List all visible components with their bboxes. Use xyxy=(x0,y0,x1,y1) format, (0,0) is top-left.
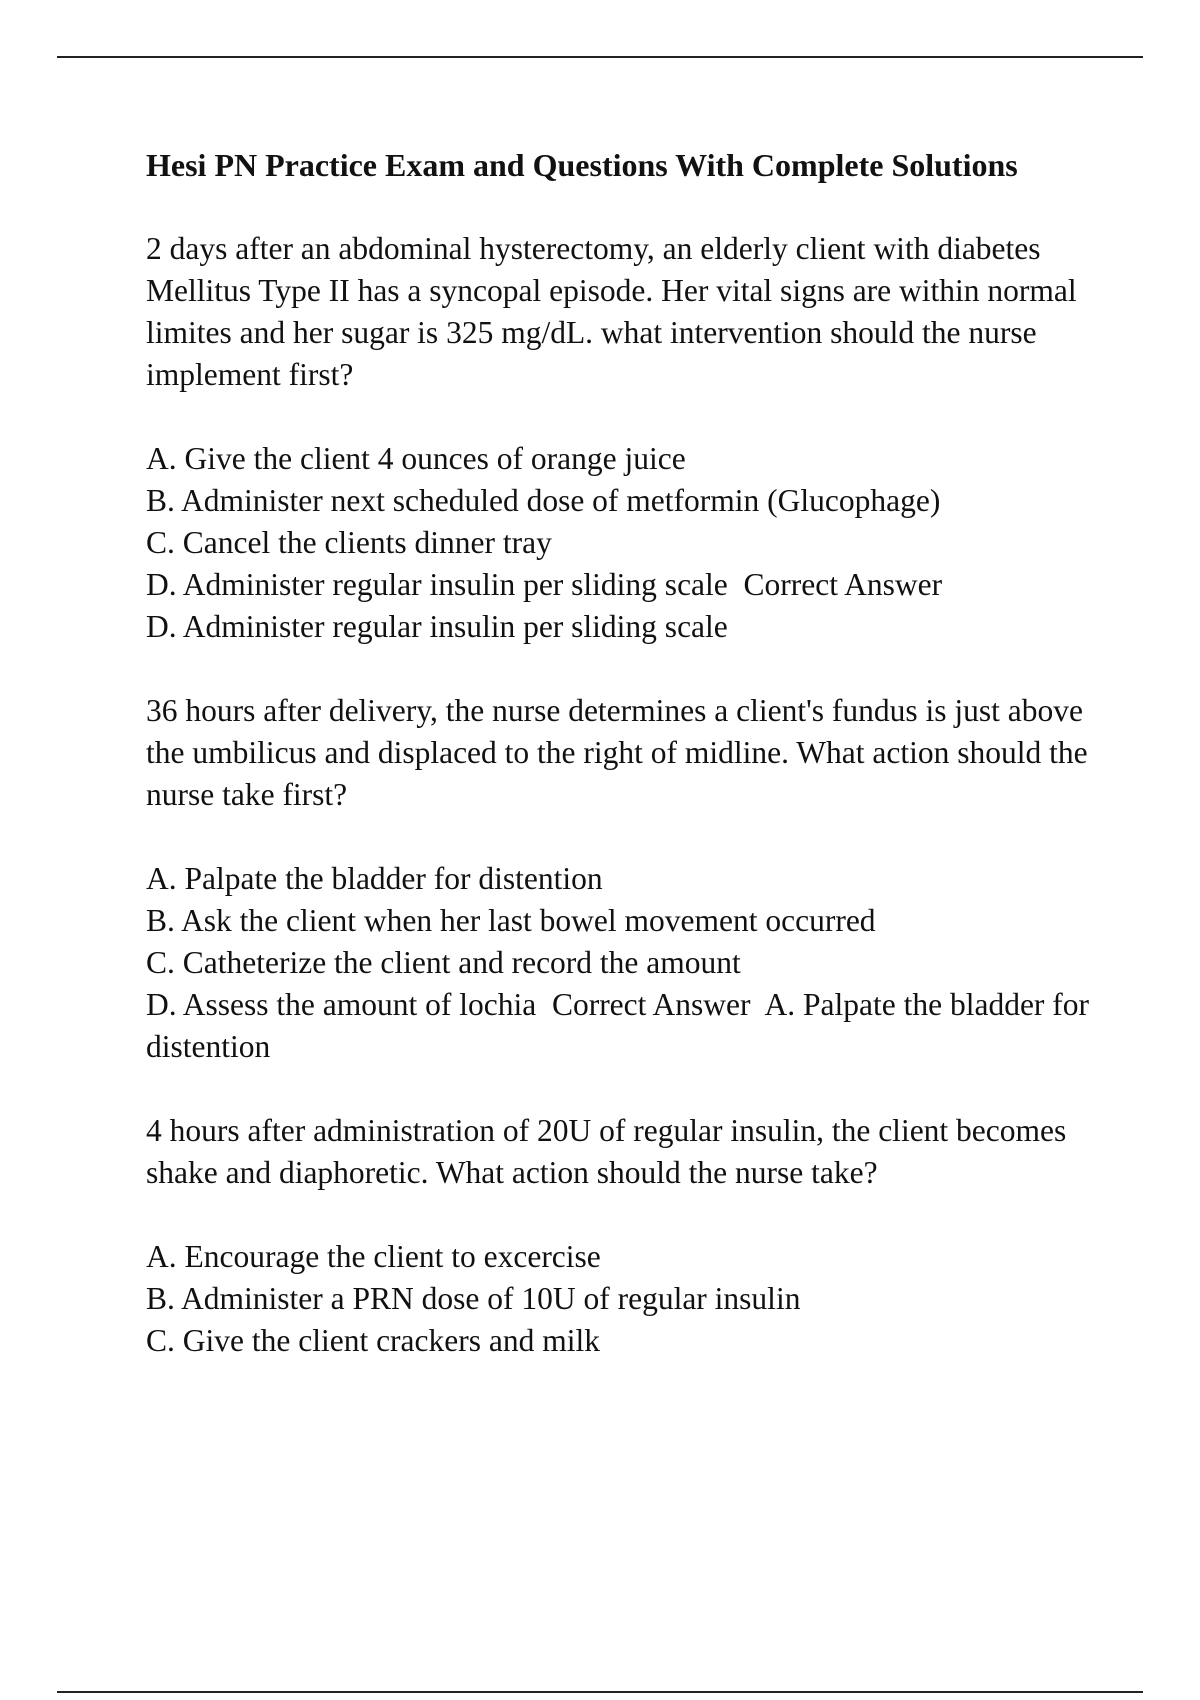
option-item: C. Cancel the clients dinner tray xyxy=(146,525,552,560)
option-item: C. Catheterize the client and record the amount xyxy=(146,945,741,980)
question-1-text: 2 days after an abdominal hysterectomy, an elderly client with diabetes Mellitus Type II has a syncopal episode. Her vital signs are within normal limites and her sugar is 325 mg/dL. what intervention should the nurse implement first? xyxy=(146,231,1077,392)
option-item: A. Give the client 4 ounces of orange juice xyxy=(146,441,686,476)
question-3-text: 4 hours after administration of 20U of regular insulin, the client becomes shake and diaphoretic. What action should the nurse take? xyxy=(146,1113,1067,1190)
document-body xyxy=(146,144,1096,1404)
question-1-options xyxy=(146,438,1096,648)
document-title: Hesi PN Practice Exam and Questions With Complete Solutions xyxy=(146,147,1018,183)
option-item: A. Encourage the client to excercise xyxy=(146,1239,601,1274)
option-item: C. Give the client crackers and milk xyxy=(146,1323,600,1358)
question-2-options xyxy=(146,858,1096,1068)
footer-rule xyxy=(57,1691,1143,1693)
question-2-text: 36 hours after delivery, the nurse determines a client's fundus is just above the umbilicus and displaced to the right of midline. What action should the nurse take first? xyxy=(146,693,1088,812)
option-item: D. Assess the amount of lochia Correct Answer A. Palpate the bladder for distention xyxy=(146,987,1097,1064)
option-item: B. Ask the client when her last bowel movement occurred xyxy=(146,903,876,938)
option-item: D. Administer regular insulin per sliding scale xyxy=(146,609,728,644)
option-item: D. Administer regular insulin per sliding scale Correct Answer xyxy=(146,567,943,602)
option-item: B. Administer next scheduled dose of metformin (Glucophage) xyxy=(146,483,941,518)
header-rule xyxy=(57,56,1143,58)
question-3-options xyxy=(146,1236,1096,1362)
option-item: A. Palpate the bladder for distention xyxy=(146,861,603,896)
option-item: B. Administer a PRN dose of 10U of regular insulin xyxy=(146,1281,801,1316)
